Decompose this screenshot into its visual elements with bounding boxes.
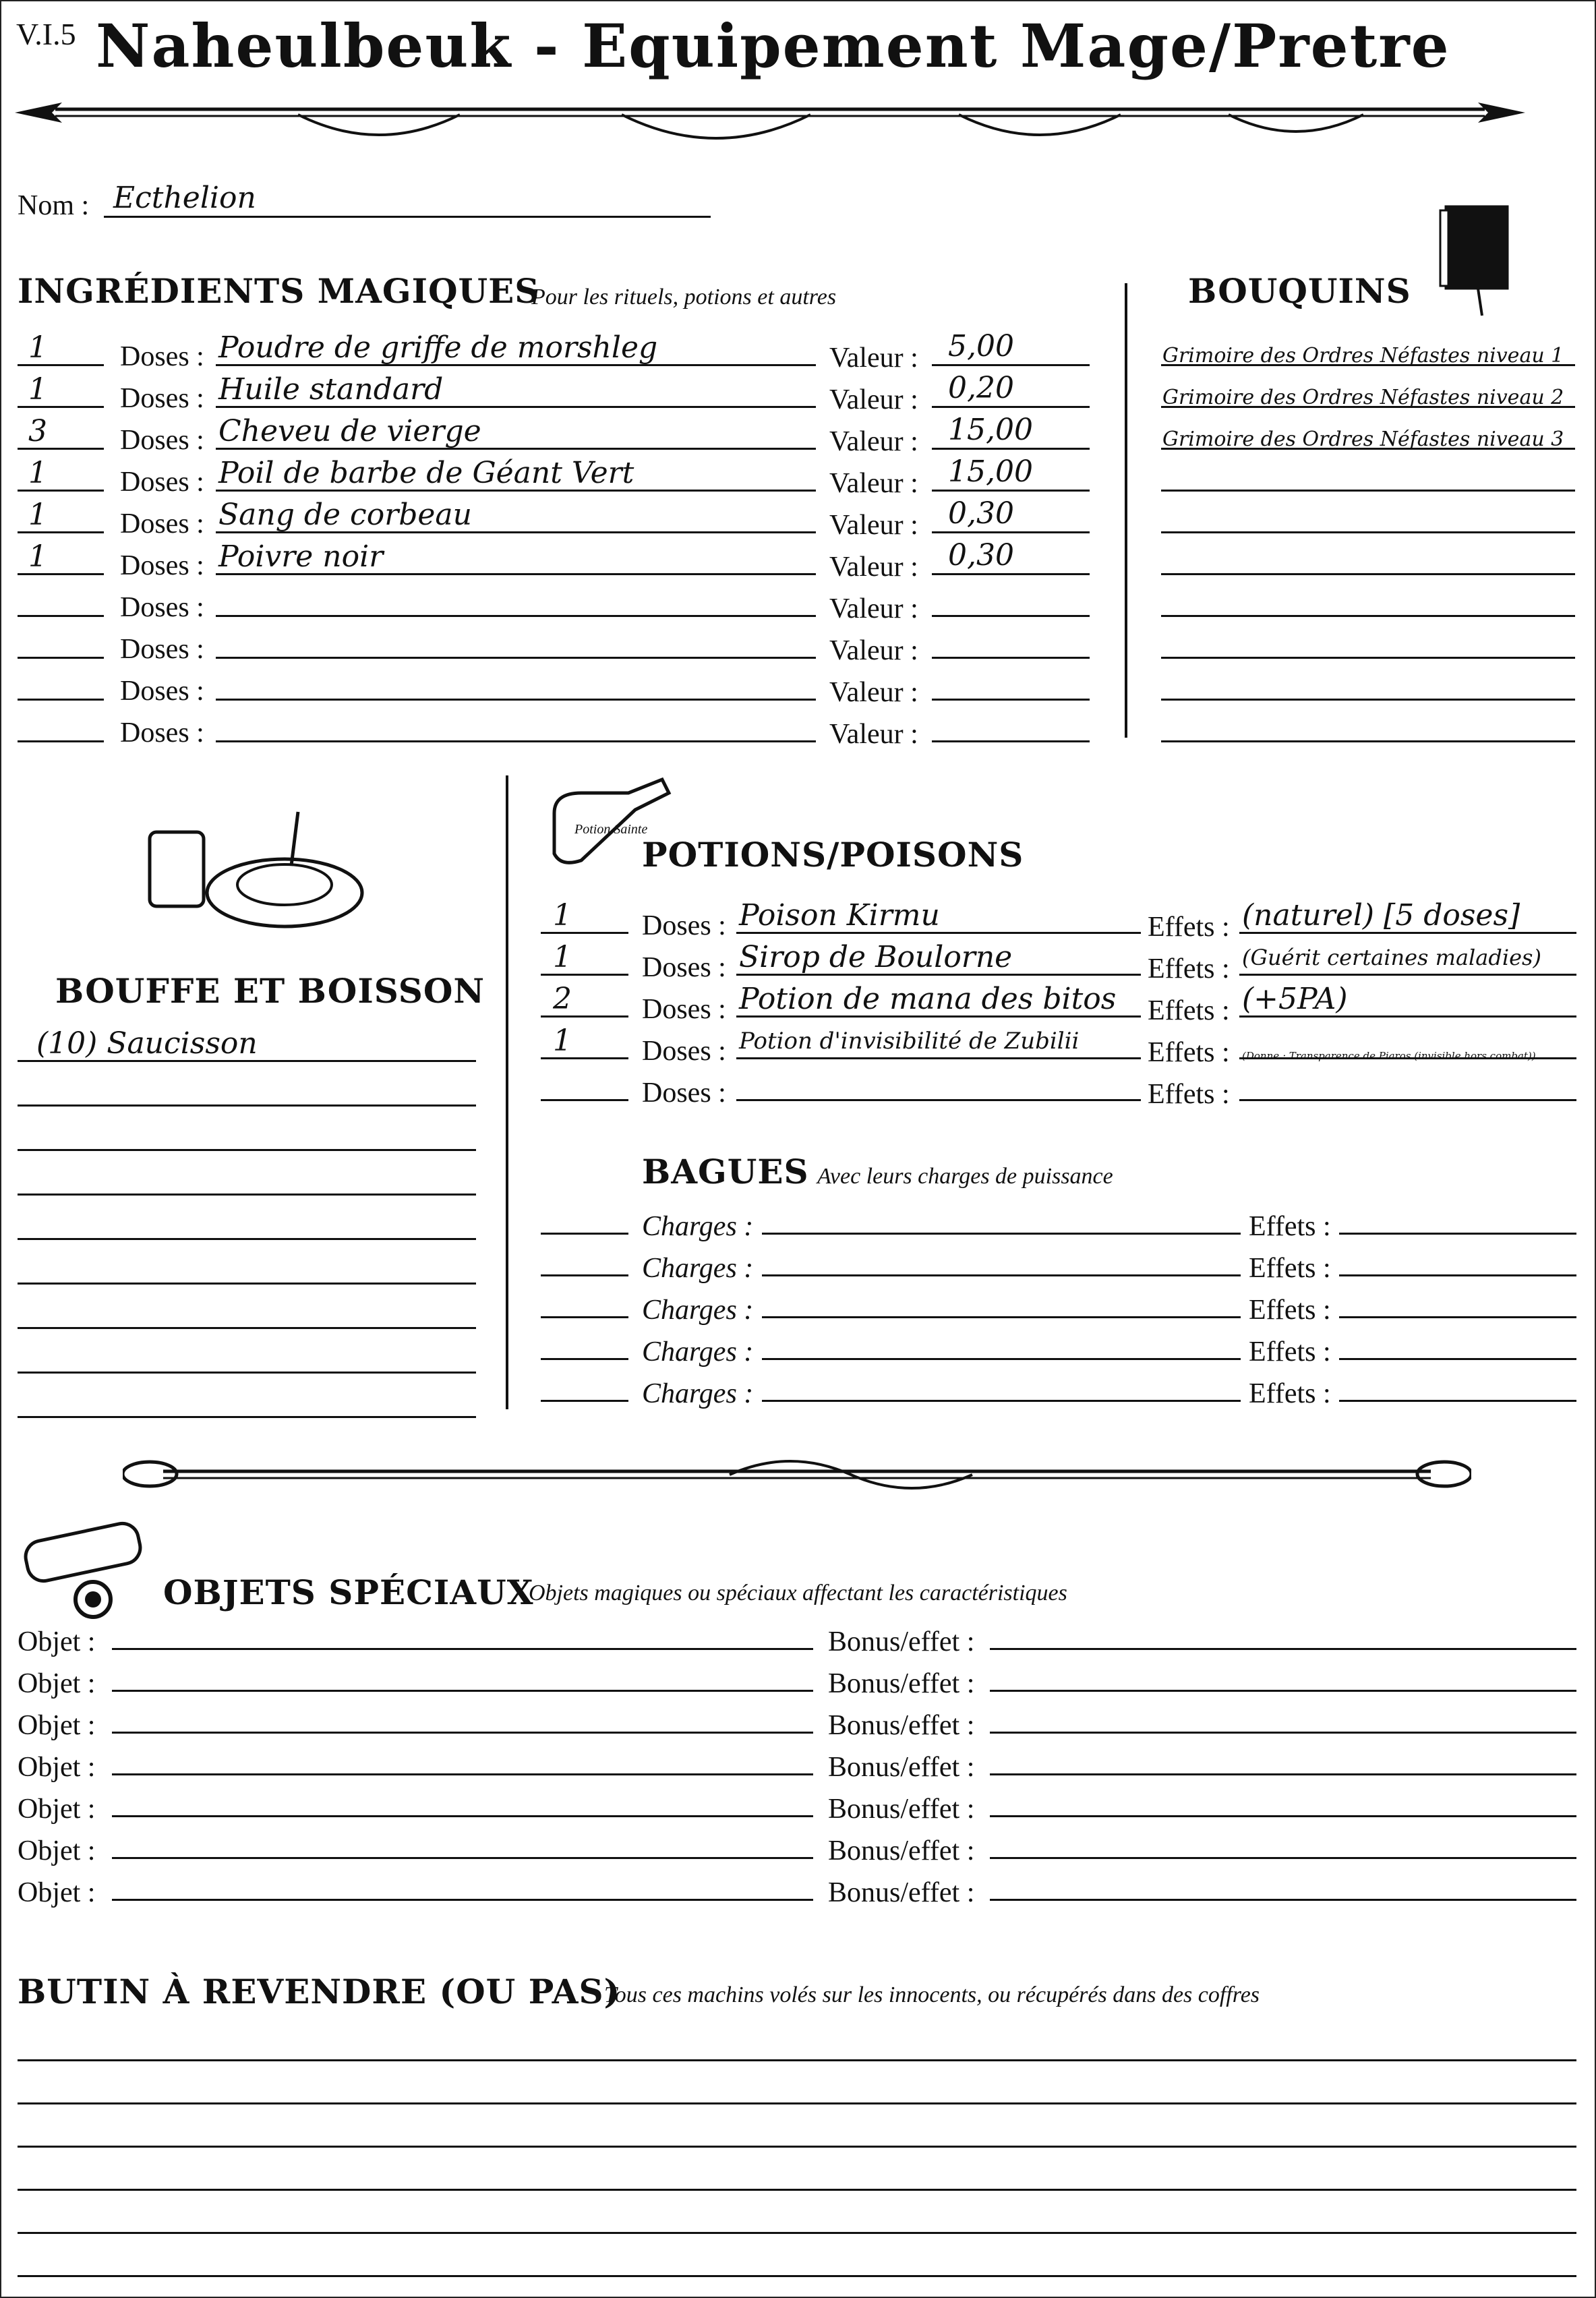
value-line [932, 364, 1090, 366]
potion-effect[interactable]: (naturel) [5 doses] [1242, 898, 1520, 933]
bonus-line [990, 1899, 1576, 1901]
effets-label: Effets : [1249, 1295, 1331, 1326]
objet-label: Objet : [18, 1752, 96, 1783]
food-line [18, 1416, 476, 1418]
valeur-label: Valeur : [829, 384, 918, 415]
food-line [18, 1194, 476, 1196]
value-line [932, 740, 1090, 742]
bonus-line [990, 1773, 1576, 1775]
version-label: V.I.5 [16, 17, 76, 51]
ingredient-value[interactable]: 0,30 [948, 496, 1014, 531]
effect-line [1239, 974, 1576, 976]
doses-label: Doses : [642, 1036, 726, 1067]
charges-label: Charges : [642, 1336, 754, 1367]
loot-line [18, 2275, 1576, 2277]
loot-line [18, 2232, 1576, 2234]
objet-label: Objet : [18, 1626, 96, 1657]
doses-label: Doses : [120, 467, 204, 498]
ingredient-value[interactable]: 15,00 [948, 413, 1033, 447]
ingredient-name[interactable]: Poudre de griffe de morshleg [218, 330, 658, 365]
doses-label: Doses : [120, 634, 204, 665]
potion-qty[interactable]: 1 [553, 1024, 572, 1058]
objet-line [112, 1815, 813, 1817]
objet-line [112, 1899, 813, 1901]
effets-label: Effets : [1148, 953, 1230, 984]
ingredient-value[interactable]: 15,00 [948, 454, 1033, 489]
effect-line [1339, 1400, 1576, 1402]
valeur-label: Valeur : [829, 677, 918, 708]
book-line [1161, 531, 1575, 533]
food-line [18, 1104, 476, 1107]
objet-line [112, 1732, 813, 1734]
food-line [18, 1372, 476, 1374]
name-line [216, 740, 816, 742]
ring-qty-line [541, 1274, 628, 1276]
value-line [932, 573, 1090, 575]
qty-line [541, 1099, 628, 1101]
value-line [932, 531, 1090, 533]
spear-ornament [15, 88, 1525, 142]
name-line [216, 615, 816, 617]
effets-label: Effets : [1249, 1211, 1331, 1242]
nom-label: Nom : [18, 190, 90, 221]
bonus-line [990, 1690, 1576, 1692]
value-line [932, 657, 1090, 659]
potion-effect[interactable]: (+5PA) [1242, 982, 1348, 1016]
book-name[interactable]: Grimoire des Ordres Néfastes niveau 2 [1162, 386, 1564, 409]
charges-label: Charges : [642, 1295, 754, 1326]
effect-line [1339, 1233, 1576, 1235]
book-icon [1438, 197, 1518, 318]
doses-label: Doses : [120, 508, 204, 539]
name-line [216, 699, 816, 701]
objet-label: Objet : [18, 1668, 96, 1699]
page-title: Naheulbeuk - Equipement Mage/Pretre [96, 11, 1450, 81]
ingredient-name[interactable]: Poil de barbe de Géant Vert [218, 456, 634, 490]
ingredient-value[interactable]: 0,30 [948, 538, 1014, 572]
effect-line [1339, 1274, 1576, 1276]
qty-line [18, 699, 104, 701]
loot-line [18, 2102, 1576, 2104]
value-line [932, 699, 1090, 701]
charges-label: Charges : [642, 1253, 754, 1284]
objet-label: Objet : [18, 1794, 96, 1825]
book-line [1161, 740, 1575, 742]
potion-bottle-label: Potion Sainte [574, 822, 648, 837]
food-line [18, 1238, 476, 1240]
name-line [736, 1057, 1141, 1059]
objet-line [112, 1648, 813, 1650]
ingredient-qty[interactable]: 1 [28, 539, 47, 574]
effets-label: Effets : [1249, 1336, 1331, 1367]
effect-line [1339, 1316, 1576, 1318]
effets-label: Effets : [1148, 912, 1230, 943]
potion-effect[interactable]: (Donne : Transparence de Piaros (invisible hors combat)) [1242, 1050, 1536, 1062]
food-line [18, 1283, 476, 1285]
doses-label: Doses : [642, 952, 726, 983]
objet-label: Objet : [18, 1877, 96, 1908]
potion-effect[interactable]: (Guérit certaines maladies) [1242, 945, 1541, 970]
bonus-label: Bonus/effet : [828, 1877, 975, 1908]
bonus-label: Bonus/effet : [828, 1626, 975, 1657]
doses-label: Doses : [120, 425, 204, 456]
book-line [1161, 490, 1575, 492]
divider [506, 775, 508, 1409]
doses-label: Doses : [120, 383, 204, 414]
valeur-label: Valeur : [829, 719, 918, 750]
ingredients-subtitle: Pour les rituels, potions et autres [531, 285, 837, 310]
bagues-subtitle: Avec leurs charges de puissance [817, 1164, 1113, 1189]
loot-line [18, 2146, 1576, 2148]
doses-label: Doses : [120, 550, 204, 581]
objets-title: OBJETS SPÉCIAUX [163, 1572, 534, 1612]
food-line [18, 1149, 476, 1151]
loot-line [18, 2059, 1576, 2061]
charges-line [762, 1358, 1241, 1360]
ingredient-name[interactable]: Huile standard [218, 372, 444, 407]
ingredient-qty[interactable]: 1 [28, 498, 47, 532]
doses-label: Doses : [642, 1078, 726, 1109]
effets-label: Effets : [1148, 1079, 1230, 1110]
qty-line [18, 740, 104, 742]
effets-label: Effets : [1148, 1037, 1230, 1068]
book-line [1161, 657, 1575, 659]
book-line [1161, 573, 1575, 575]
bonus-line [990, 1857, 1576, 1859]
bonus-line [990, 1815, 1576, 1817]
ring-qty-line [541, 1400, 628, 1402]
objet-line [112, 1690, 813, 1692]
loot-line [18, 2189, 1576, 2191]
food-icon [143, 805, 365, 940]
scroll-ring-icon [19, 1512, 160, 1626]
name-line [736, 1099, 1141, 1101]
butin-title: BUTIN À REVENDRE (OU PAS) [18, 1972, 621, 2011]
objet-line [112, 1773, 813, 1775]
valeur-label: Valeur : [829, 510, 918, 541]
bouquins-title: BOUQUINS [1188, 271, 1411, 311]
name-line [216, 657, 816, 659]
charges-line [762, 1274, 1241, 1276]
bonus-label: Bonus/effet : [828, 1752, 975, 1783]
ingredient-qty[interactable]: 3 [28, 414, 47, 448]
valeur-label: Valeur : [829, 593, 918, 624]
bonus-label: Bonus/effet : [828, 1668, 975, 1699]
bagues-title: BAGUES [642, 1152, 809, 1191]
ingredient-qty[interactable]: 1 [28, 456, 47, 490]
doses-label: Doses : [120, 676, 204, 707]
potion-name[interactable]: Sirop de Boulorne [739, 940, 1013, 974]
bonus-label: Bonus/effet : [828, 1835, 975, 1866]
staff-ornament [123, 1444, 1471, 1498]
ingredient-name[interactable]: Poivre noir [218, 539, 384, 574]
value-line [932, 490, 1090, 492]
potion-name[interactable]: Potion d'invisibilité de Zubilii [739, 1028, 1080, 1055]
doses-label: Doses : [120, 592, 204, 623]
ring-qty-line [541, 1316, 628, 1318]
bonus-line [990, 1732, 1576, 1734]
qty-line [18, 615, 104, 617]
valeur-label: Valeur : [829, 635, 918, 666]
effets-label: Effets : [1148, 995, 1230, 1026]
food-line [18, 1327, 476, 1329]
value-line [932, 406, 1090, 408]
ingredient-value[interactable]: 0,20 [948, 371, 1014, 405]
potion-qty[interactable]: 2 [553, 982, 572, 1016]
charges-line [762, 1400, 1241, 1402]
objets-subtitle: Objets magiques ou spéciaux affectant les caractéristiques [529, 1581, 1067, 1605]
book-line [1161, 699, 1575, 701]
doses-label: Doses : [120, 717, 204, 748]
valeur-label: Valeur : [829, 426, 918, 457]
valeur-label: Valeur : [829, 343, 918, 374]
valeur-label: Valeur : [829, 552, 918, 583]
effect-line [1339, 1358, 1576, 1360]
book-name[interactable]: Grimoire des Ordres Néfastes niveau 1 [1162, 344, 1564, 367]
ring-qty-line [541, 1233, 628, 1235]
doses-label: Doses : [120, 341, 204, 372]
nom-value[interactable]: Ecthelion [113, 181, 256, 215]
food-item[interactable]: (10) Saucisson [36, 1026, 258, 1061]
effets-label: Effets : [1249, 1253, 1331, 1284]
book-name[interactable]: Grimoire des Ordres Néfastes niveau 3 [1162, 428, 1564, 451]
objet-label: Objet : [18, 1835, 96, 1866]
bonus-line [990, 1648, 1576, 1650]
charges-line [762, 1316, 1241, 1318]
value-line [932, 448, 1090, 450]
potion-name[interactable]: Potion de mana des bitos [739, 982, 1117, 1016]
bonus-label: Bonus/effet : [828, 1794, 975, 1825]
potions-title: POTIONS/POISONS [642, 835, 1024, 875]
doses-label: Doses : [642, 994, 726, 1025]
ingredient-name[interactable]: Cheveu de vierge [218, 414, 481, 448]
valeur-label: Valeur : [829, 468, 918, 499]
potion-qty[interactable]: 1 [553, 940, 572, 974]
butin-subtitle: Tous ces machins volés sur les innocents, ou récupérés dans des coffres [604, 1982, 1260, 2007]
ring-qty-line [541, 1358, 628, 1360]
value-line [932, 615, 1090, 617]
charges-label: Charges : [642, 1211, 754, 1242]
book-line [1161, 615, 1575, 617]
effets-label: Effets : [1249, 1378, 1331, 1409]
ingredient-qty[interactable]: 1 [28, 330, 47, 365]
ingredient-name[interactable]: Sang de corbeau [218, 498, 472, 532]
charges-label: Charges : [642, 1378, 754, 1409]
ingredients-title: INGRÉDIENTS MAGIQUES [18, 271, 540, 311]
ingredient-value[interactable]: 5,00 [948, 329, 1014, 363]
potion-name[interactable]: Poison Kirmu [739, 898, 940, 933]
potion-qty[interactable]: 1 [553, 898, 572, 933]
effect-line [1239, 1099, 1576, 1101]
ingredient-qty[interactable]: 1 [28, 372, 47, 407]
bouffe-title: BOUFFE ET BOISSON [55, 971, 485, 1011]
divider [1125, 283, 1127, 738]
objet-label: Objet : [18, 1710, 96, 1741]
doses-label: Doses : [642, 910, 726, 941]
objet-line [112, 1857, 813, 1859]
bonus-label: Bonus/effet : [828, 1710, 975, 1741]
qty-line [18, 657, 104, 659]
charges-line [762, 1233, 1241, 1235]
